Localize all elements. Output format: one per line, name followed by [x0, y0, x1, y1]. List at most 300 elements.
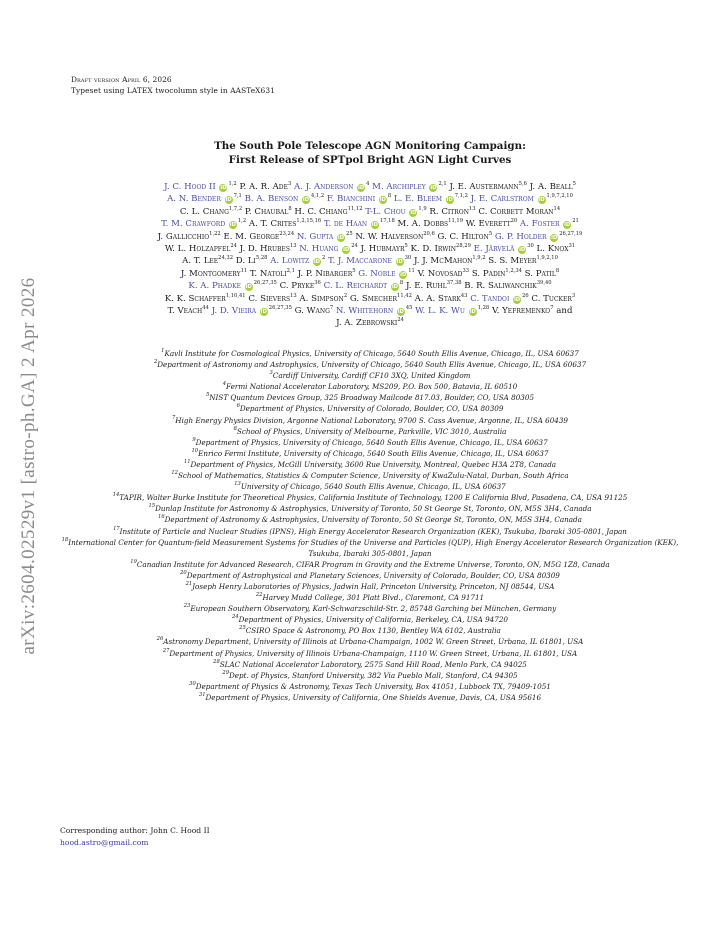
- author-name-link[interactable]: C. L. Reichardt: [323, 281, 388, 292]
- author-name-link[interactable]: W. L. K. Wu: [415, 306, 465, 317]
- affiliation: [60, 381, 680, 392]
- author-name: H. C. Chiang: [294, 206, 348, 217]
- affiliation-text: Department of Physics, University of Chicago, 5640 South Ellis Avenue, Chicago, IL, USA 60637: [195, 437, 548, 447]
- affiliation: [60, 415, 680, 426]
- author-name: A. T. Lee: [182, 256, 219, 267]
- author-affiliation-marks: 2,1: [286, 267, 295, 274]
- author: [188, 281, 276, 291]
- affiliation-number: 20: [180, 569, 187, 576]
- author: [394, 194, 468, 204]
- author: [298, 269, 356, 279]
- affiliation-number: 24: [232, 614, 239, 621]
- author: [488, 256, 558, 266]
- orcid-icon[interactable]: iD: [225, 197, 232, 204]
- affiliation: [60, 636, 680, 647]
- author-affiliation-marks: 1,2: [228, 181, 237, 187]
- author: [165, 244, 237, 254]
- author-name-link[interactable]: J. C. Hood II: [164, 182, 216, 192]
- affiliation-number: 7: [171, 414, 176, 421]
- author-affiliation-marks: 1,9,7,2,10: [546, 193, 573, 200]
- author-name: A. Simpson: [299, 293, 344, 304]
- author: [358, 269, 415, 279]
- author-affiliation-marks: 7: [329, 305, 334, 312]
- orcid-icon[interactable]: iD: [564, 222, 571, 229]
- author: [280, 281, 321, 291]
- affiliation-text: Fermi National Accelerator Laboratory, MS209, P.O. Box 500, Batavia, IL 60510: [226, 382, 518, 392]
- author: [168, 306, 209, 316]
- author-affiliation-marks: 30: [404, 255, 412, 262]
- orcid-icon[interactable]: iD: [379, 197, 386, 204]
- author: [336, 318, 404, 328]
- affiliation: [60, 614, 680, 625]
- author-name-link[interactable]: N. Whitehorn: [335, 306, 394, 317]
- affiliation: [60, 459, 680, 470]
- affiliation-text: Enrico Fermi Institute, University of Chicago, 5640 South Ellis Avenue, Chicago, IL, USA 60637: [198, 448, 549, 458]
- author-name: J. A. Beall: [529, 182, 573, 192]
- author-name: S. Padin: [471, 268, 506, 279]
- orcid-icon[interactable]: iD: [245, 284, 252, 291]
- author: [299, 294, 347, 304]
- author-affiliation-marks: 31: [568, 243, 576, 250]
- author-affiliation-marks: 17,18: [379, 218, 395, 225]
- orcid-icon[interactable]: iD: [358, 185, 365, 191]
- author-affiliation-marks: 25: [346, 230, 353, 237]
- affiliation: [60, 526, 680, 537]
- author-affiliation-marks: 30: [527, 243, 534, 250]
- affiliation: [60, 359, 680, 370]
- author-name: L. Knox: [536, 244, 569, 255]
- author-name: C. Corbett Moran: [478, 206, 554, 217]
- affiliation: [60, 403, 680, 414]
- author: [350, 294, 412, 304]
- author-affiliation-marks: 5: [352, 267, 356, 274]
- affiliation-number: 4: [222, 381, 227, 388]
- affiliation-number: 14: [112, 492, 120, 499]
- affiliation: [60, 670, 680, 681]
- affiliation-text: Department of Astrophysical and Planetary Sciences, University of Colorado, Boulder, CO, USA 80309: [186, 570, 560, 580]
- corresponding-author: Corresponding author: John C. Hood II: [60, 826, 210, 835]
- author: [472, 269, 522, 279]
- author: [250, 269, 295, 279]
- orcid-icon[interactable]: iD: [343, 247, 350, 254]
- author-name: G. Wang: [294, 306, 330, 317]
- author-affiliation-marks: 11: [240, 267, 248, 274]
- author-name: C. Tucker: [531, 293, 572, 304]
- orcid-icon[interactable]: iD: [220, 185, 227, 191]
- author: [372, 182, 447, 192]
- title-line-2: First Release of SPTpol Bright AGN Light Curves: [228, 153, 512, 166]
- author: [449, 182, 526, 192]
- affiliation-text: Department of Physics, University of California, One Shields Avenue, Davis, CA, USA 95616: [205, 692, 542, 702]
- author-name: G. Smecher: [349, 293, 398, 304]
- author-affiliation-marks: 5,6: [518, 181, 527, 187]
- orcid-icon[interactable]: iD: [446, 197, 453, 204]
- author-line: [60, 193, 680, 205]
- author-affiliation-marks: 13: [290, 292, 297, 299]
- author: [398, 219, 464, 229]
- author-name-link[interactable]: T. de Haan: [323, 219, 368, 230]
- orcid-icon[interactable]: iD: [551, 234, 558, 241]
- author: [223, 232, 294, 242]
- author: [181, 269, 247, 279]
- author-affiliation-marks: 24,32: [218, 255, 234, 262]
- draft-version: Draft version April 6, 2026: [71, 75, 172, 84]
- author-line: [60, 181, 680, 193]
- affiliation-number: 6: [236, 403, 240, 410]
- author: [415, 306, 489, 316]
- author: [248, 294, 296, 304]
- affiliation-number: 19: [130, 558, 137, 565]
- affiliation-text: Kavli Institute for Cosmological Physics, University of Chicago, 5640 South Ellis Avenue, Chicago, IL, USA 60637: [164, 349, 579, 358]
- author-affiliation-marks: 3: [571, 292, 576, 299]
- affiliation-text: Department of Physics, University of Colorado, Boulder, CO, USA 80309: [239, 404, 504, 414]
- affiliation-number: 9: [192, 436, 196, 443]
- correspondence: [60, 825, 210, 849]
- author: [297, 232, 353, 242]
- author-name: G. C. Hilton: [437, 231, 489, 242]
- author-line: [60, 268, 680, 280]
- author-affiliation-marks: 3: [287, 181, 292, 187]
- author-email-link[interactable]: hood.astro@gmail.com: [60, 838, 149, 847]
- author: [167, 194, 242, 204]
- author: [328, 256, 411, 266]
- author-line: [60, 293, 680, 305]
- author-affiliation-marks: 5: [488, 230, 493, 237]
- author-name-link[interactable]: N. Gupta: [296, 231, 334, 242]
- author-name: K. K. Schaffer: [164, 293, 226, 304]
- author-affiliation-marks: 26,27,35: [253, 280, 277, 287]
- affiliation: [60, 514, 680, 525]
- affiliation-number: 31: [198, 691, 206, 698]
- affiliation-text: European Southern Observatory, Karl-Schwarzschild-Str. 2, 85748 Garching bei München, Germany: [190, 604, 557, 614]
- author: [429, 207, 475, 217]
- author: [537, 244, 576, 254]
- affiliation-number: 12: [171, 470, 178, 477]
- author-affiliation-marks: 1,10,41: [225, 292, 246, 299]
- affiliation: [60, 603, 680, 614]
- author: [299, 244, 358, 254]
- affiliation-text: Department of Astronomy and Astrophysics, University of Chicago, 5640 South Ellis Avenue, Chicago, IL, USA 60637: [157, 360, 587, 370]
- author-affiliation-marks: 11,42: [397, 292, 412, 299]
- author-name-link[interactable]: G. Noble: [358, 268, 396, 279]
- author-affiliation-marks: 14: [553, 205, 561, 212]
- author-name: C. Pryke: [279, 281, 315, 292]
- author-affiliation-marks: 45: [405, 305, 413, 312]
- author-affiliation-marks: 39,40: [536, 280, 552, 287]
- author-name: N. W. Halverson: [355, 231, 424, 242]
- affiliation-text: Department of Physics, University of Illinois Urbana-Champaign, 1110 W. Green Street, Urbana, IL 61801, USA: [169, 648, 578, 658]
- author-name: E. M. George: [223, 231, 280, 242]
- author-affiliation-marks: 4,1,2: [310, 193, 325, 200]
- author: [438, 232, 493, 242]
- orcid-icon[interactable]: iD: [391, 284, 399, 291]
- affiliation-text: Joseph Henry Laboratories of Physics, Jadwin Hall, Princeton University, Princeton, NJ 08544, USA: [192, 581, 555, 591]
- affiliation: [60, 470, 680, 481]
- author: [470, 294, 529, 304]
- orcid-icon[interactable]: iD: [400, 271, 407, 278]
- draft-header: [71, 75, 275, 96]
- author: [365, 207, 426, 217]
- affiliation-number: 10: [191, 447, 199, 454]
- author-affiliation-marks: 2,1: [438, 181, 447, 187]
- affiliation: [60, 592, 680, 603]
- author-affiliation-marks: 1,9,2,10: [536, 255, 558, 262]
- affiliation: [60, 692, 680, 703]
- orcid-icon[interactable]: iD: [397, 309, 404, 316]
- author: [531, 294, 575, 304]
- author-name: P. A. R. Ade: [239, 182, 288, 192]
- affiliation-number: 23: [183, 603, 191, 610]
- author-name: J. D. Hrubes: [239, 244, 290, 255]
- author-affiliation-marks: 23,24: [279, 230, 295, 237]
- author: [525, 269, 560, 279]
- author-name: J. A. Zebrowski: [336, 318, 398, 329]
- author-name-link[interactable]: A. J. Anderson: [294, 182, 354, 192]
- author-affiliation-marks: 11,12: [347, 205, 363, 212]
- author-line: [60, 305, 680, 317]
- author: [324, 281, 404, 291]
- author-affiliation-marks: 1,9,2: [472, 255, 486, 262]
- author: [415, 294, 468, 304]
- author: [466, 219, 517, 229]
- author-affiliation-marks: 44: [202, 305, 209, 312]
- author-list: [60, 181, 680, 330]
- orcid-icon[interactable]: iD: [538, 197, 545, 204]
- orcid-icon[interactable]: iD: [229, 222, 236, 229]
- affiliation: [60, 370, 680, 381]
- author-name: R. Citron: [429, 206, 469, 217]
- author-affiliation-marks: 2: [343, 292, 348, 299]
- author-name-link[interactable]: J. D. Vieira: [211, 306, 257, 317]
- author-affiliation-marks: 24: [230, 243, 237, 250]
- affiliation-number: 25: [239, 625, 246, 632]
- author: [336, 306, 413, 316]
- author: [245, 207, 292, 217]
- affiliation-number: 22: [255, 592, 263, 599]
- author-affiliation-marks: 24: [351, 243, 358, 250]
- affiliation: [60, 681, 680, 692]
- author: [294, 207, 362, 217]
- affiliation-text: Department of Physics & Astronomy, Texas Tech University, Box 41051, Lubbock TX, 79409-1051: [195, 681, 551, 691]
- orcid-icon[interactable]: iD: [302, 197, 310, 204]
- orcid-icon[interactable]: iD: [519, 247, 526, 254]
- author-affiliation-marks: 5,28: [255, 255, 268, 262]
- affiliation-text: Dunlap Institute for Astronomy & Astrophysics, University of Toronto, 50 St George St, Toronto, ON, M5S 3H4, Canada: [155, 504, 592, 514]
- author-name-link[interactable]: T. J. Maccarone: [327, 256, 392, 267]
- affiliation-number: 16: [158, 514, 165, 521]
- orcid-icon[interactable]: iD: [410, 209, 417, 216]
- author: [236, 256, 268, 266]
- affiliation: [60, 492, 680, 503]
- affiliation-text: TAPIR, Walter Burke Institute for Theoretical Physics, California Institute of Technology, 1200 E California Blvd, Pasadena, CA, USA 91125: [119, 493, 628, 503]
- author-name: W. L. Holzapfel: [164, 244, 231, 255]
- affiliation-text: Astronomy Department, University of Illinois at Urbana-Champaign, 1002 W. Green Street, Urbana, IL 61801, USA: [163, 637, 584, 647]
- author-affiliation-marks: 1,28: [477, 305, 490, 312]
- affiliation-number: 2: [153, 359, 158, 366]
- author: [474, 244, 534, 254]
- author-line: [60, 206, 680, 218]
- author-affiliation-marks: 43: [460, 292, 468, 299]
- author-affiliation-marks: 26: [522, 292, 529, 299]
- affiliation-text: SLAC National Accelerator Laboratory, 2575 Sand Hill Road, Menlo Park, CA 94025: [219, 659, 527, 669]
- author-affiliation-marks: 7,1,2: [454, 193, 468, 200]
- author-name-link[interactable]: J. E. Carlstrom: [470, 194, 534, 205]
- author-affiliation-marks: 2: [321, 255, 326, 262]
- author-affiliation-marks: 1,7,2: [228, 205, 243, 212]
- affiliation: [60, 392, 680, 403]
- affiliation: [60, 659, 680, 670]
- author-affiliation-marks: 8: [387, 193, 392, 200]
- author: [240, 244, 297, 254]
- author-affiliation-marks: 1,22: [209, 230, 221, 237]
- author-affiliation-marks: 13: [468, 205, 476, 212]
- author-affiliation-marks: 26,27,19: [559, 230, 583, 237]
- author-affiliation-marks: 24: [397, 317, 404, 324]
- author: [495, 232, 582, 242]
- orcid-icon[interactable]: iD: [430, 185, 437, 191]
- author-name: A. T. Crites: [248, 219, 297, 230]
- affiliation-text: School of Physics, University of Melbourne, Parkville, VIC 3010, Australia: [236, 426, 507, 436]
- author-name-link[interactable]: A. Foster: [519, 219, 560, 230]
- author-name: S. Patil: [524, 268, 556, 279]
- author-affiliation-marks: 1,2,15,16: [296, 218, 322, 225]
- author-affiliation-marks: 13: [289, 243, 297, 250]
- author-name-link[interactable]: E. Järvelä: [473, 244, 515, 255]
- author: [180, 207, 242, 217]
- affiliation-text: International Center for Quantum-field Measurement Systems for Studies of the Universe and Particles (QUP), High Energy Accelerator Research Organization (KEK), Tsukuba, Ibaraki 305-0801, Japan: [68, 537, 679, 558]
- author-name-link[interactable]: K. A. Phadke: [188, 281, 241, 292]
- author-name: C. L. Chang: [179, 206, 229, 217]
- affiliation: [60, 648, 680, 659]
- author-name-link[interactable]: N. Huang: [299, 244, 339, 255]
- author-affiliation-marks: 1,2,34: [505, 267, 522, 274]
- affiliation-text: School of Mathematics, Statistics & Computer Science, University of KwaZulu-Natal, Durban, South Africa: [177, 471, 569, 481]
- affiliation-number: 13: [234, 481, 241, 488]
- author-name: D. Li: [235, 256, 256, 267]
- author-name: J. P. Nibarger: [297, 268, 353, 279]
- affiliation-text: Canadian Institute for Advanced Research, CIFAR Program in Gravity and the Extreme Universe, Toronto, ON, M5G 1Z8, Canada: [136, 559, 610, 569]
- affiliation-text: Institute of Particle and Nuclear Studies (IPNS), High Energy Accelerator Research Organization (KEK), Tsukuba, Ibaraki 305-0801, Japan: [119, 526, 627, 536]
- author-name-link[interactable]: M. Archipley: [372, 182, 426, 192]
- author-name: J. E. Austermann: [449, 182, 519, 192]
- author: [270, 256, 325, 266]
- author: [324, 219, 395, 229]
- author-name: V. Yefremenko: [491, 306, 551, 317]
- arxiv-sidebar: arXiv:2604.02529v1 [astro-ph.GA] 2 Apr 2026: [18, 277, 39, 655]
- author: [158, 232, 221, 242]
- author-affiliation-marks: 20,6: [423, 230, 435, 237]
- affiliation-text: Dept. of Physics, Stanford University, 382 Via Pueblo Mall, Stanford, CA 94305: [229, 670, 518, 680]
- affiliation-text: High Energy Physics Division, Argonne National Laboratory, 9700 S. Cass Avenue, Argonne, IL, USA 60439: [175, 415, 568, 425]
- author: [464, 281, 551, 291]
- affiliation: [60, 570, 680, 581]
- author: [294, 182, 369, 192]
- author: [295, 306, 334, 316]
- author-line: [60, 280, 680, 292]
- affiliation-number: 17: [113, 525, 120, 532]
- author-name-link[interactable]: T. M. Crawford: [161, 219, 226, 230]
- author-name-link[interactable]: F. Bianchini: [326, 194, 376, 205]
- author: [249, 219, 321, 229]
- author-name-link[interactable]: A. Lowitz: [270, 256, 310, 267]
- author: [161, 219, 246, 229]
- orcid-icon[interactable]: iD: [337, 234, 345, 241]
- author-line: [60, 218, 680, 230]
- affiliation-number: 5: [205, 392, 210, 399]
- author-name: W. Everett: [465, 219, 511, 230]
- author: [182, 256, 233, 266]
- author-affiliation-marks: 28,29: [456, 243, 471, 250]
- author: [355, 232, 434, 242]
- author-name: M. A. Dobbs: [397, 219, 449, 230]
- author-name-link[interactable]: C. Tandoi: [470, 293, 510, 304]
- affiliation-number: 30: [189, 680, 196, 687]
- orcid-icon[interactable]: iD: [469, 309, 476, 316]
- author-name: S. S. Meyer: [488, 256, 537, 267]
- affiliation: [60, 581, 680, 592]
- author-line: [60, 255, 680, 267]
- author-name-link[interactable]: G. P. Holder: [494, 231, 547, 242]
- affiliation-list: [60, 348, 680, 703]
- author-affiliation-marks: 1,2: [237, 218, 247, 225]
- author-name: B. R. Saliwanchik: [464, 281, 537, 292]
- author-name: T. Natoli: [249, 268, 287, 279]
- author-affiliation-marks: 37,38: [446, 280, 462, 287]
- author-name: T. Veach: [167, 306, 203, 317]
- orcid-icon[interactable]: iD: [513, 296, 521, 303]
- orcid-icon[interactable]: iD: [313, 259, 321, 266]
- author: [520, 219, 579, 229]
- affiliation-text: NIST Quantum Devices Group, 325 Broadway Mailcode 817.03, Boulder, CO, USA 80305: [209, 393, 535, 403]
- affiliation: [60, 426, 680, 437]
- author-name-link[interactable]: L. E. Bleem: [393, 194, 442, 205]
- affiliation-text: Cardiff University, Cardiff CF10 3XQ, United Kingdom: [272, 371, 471, 381]
- author-line: [60, 231, 680, 243]
- affiliation: [60, 437, 680, 448]
- author-name: A. A. Stark: [414, 293, 461, 304]
- orcid-icon[interactable]: iD: [371, 222, 379, 229]
- affiliation-number: 8: [233, 425, 237, 432]
- affiliation-number: 28: [213, 658, 220, 665]
- author: [164, 182, 237, 192]
- affiliation: [60, 559, 680, 570]
- author: [478, 207, 560, 217]
- author: [418, 269, 470, 279]
- author-affiliation-marks: 5: [404, 243, 408, 250]
- affiliation-text: CSIRO Space & Astronomy, PO Box 1130, Bentley WA 6102, Australia: [245, 626, 501, 636]
- affiliation-number: 29: [222, 669, 229, 676]
- orcid-icon[interactable]: iD: [260, 309, 267, 316]
- author-name-link[interactable]: B. A. Benson: [244, 194, 299, 205]
- author-name-link[interactable]: T-L. Chou: [365, 206, 406, 217]
- author-affiliation-marks: 8: [555, 267, 560, 274]
- author-affiliation-marks: 8: [288, 205, 292, 212]
- author-name: J. E. Ruhl: [405, 281, 447, 292]
- affiliation-number: 26: [156, 636, 164, 643]
- author: [530, 182, 576, 192]
- affiliation-number: 27: [162, 647, 170, 654]
- author-affiliation-marks: 4: [366, 181, 370, 187]
- author: [165, 294, 246, 304]
- affiliation: [60, 448, 680, 459]
- author: [414, 256, 486, 266]
- author-name-link[interactable]: A. N. Bender: [167, 194, 221, 205]
- affiliation-number: 11: [183, 458, 191, 465]
- author-affiliation-marks: 7: [550, 305, 554, 312]
- author: [239, 182, 291, 192]
- orcid-icon[interactable]: iD: [396, 259, 403, 266]
- author-line: [60, 243, 680, 255]
